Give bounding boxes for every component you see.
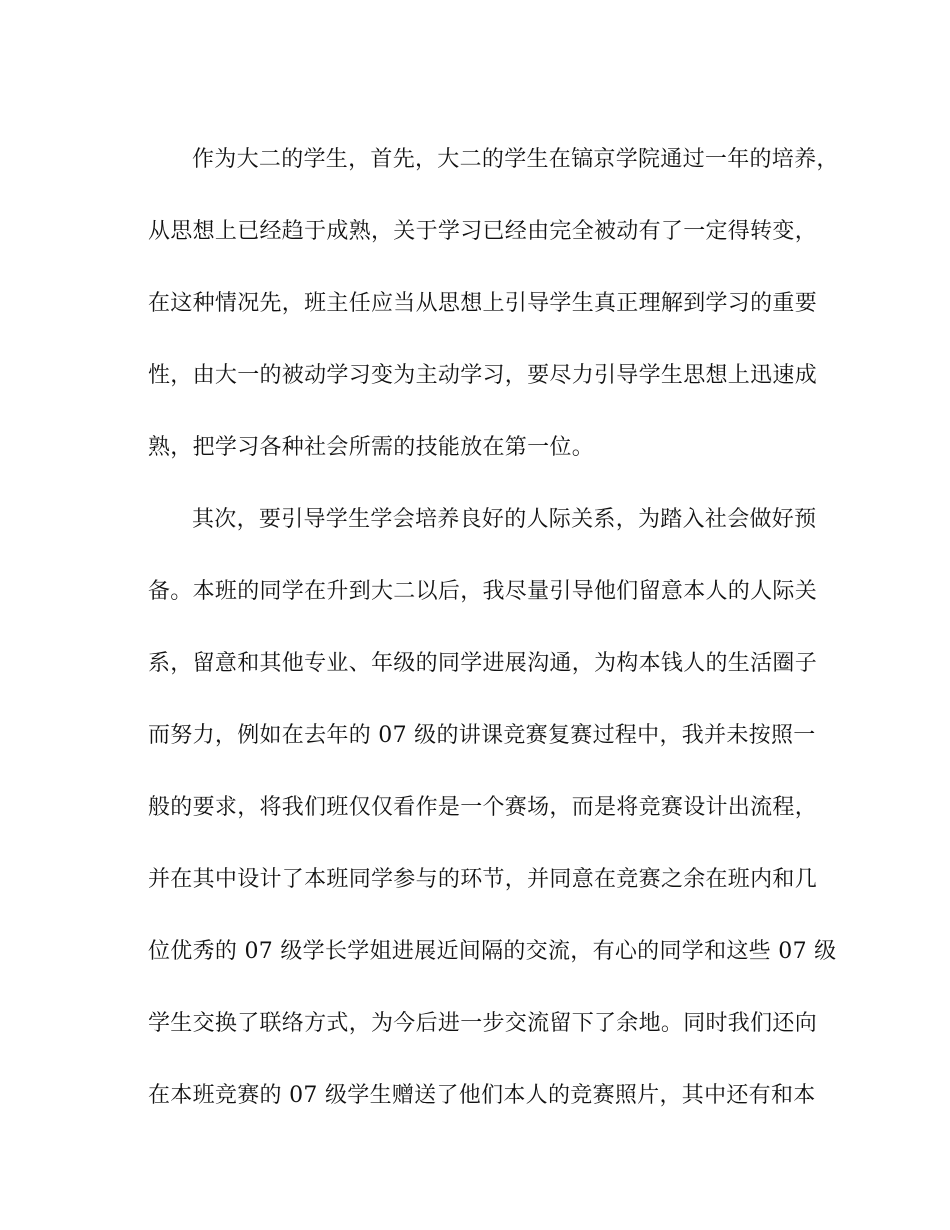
- text-line: 般的要求，将我们班仅仅看作是一个赛场，而是将竞赛设计出流程，: [148, 795, 818, 820]
- text-line: 在这种情况先，班主任应当从思想上引导学生真正理解到学习的重要: [148, 291, 818, 316]
- text-line: 在本班竞赛的 07 级学生赠送了他们本人的竞赛照片，其中还有和本: [148, 1083, 816, 1108]
- text-line: 学生交换了联络方式，为今后进一步交流留下了余地。同时我们还向: [148, 1011, 818, 1036]
- text-line: 系，留意和其他专业、年级的同学进展沟通，为构本钱人的生活圈子: [148, 651, 818, 676]
- text-line: 位优秀的 07 级学长学姐进展近间隔的交流，有心的同学和这些 07 级: [148, 939, 837, 964]
- text-line: 性，由大一的被动学习变为主动学习，要尽力引导学生思想上迅速成: [148, 363, 818, 388]
- text-line: 作为大二的学生，首先，大二的学生在镐京学院通过一年的培养，: [192, 147, 839, 172]
- text-line: 其次，要引导学生学会培养良好的人际关系，为踏入社会做好预: [192, 507, 817, 532]
- text-line: 熟，把学习各种社会所需的技能放在第一位。: [148, 435, 595, 460]
- text-line: 并在其中设计了本班同学参与的环节，并同意在竞赛之余在班内和几: [148, 867, 818, 892]
- text-line: 而努力，例如在去年的 07 级的讲课竞赛复赛过程中，我并未按照一: [148, 723, 816, 748]
- text-line: 备。本班的同学在升到大二以后，我尽量引导他们留意本人的人际关: [148, 579, 818, 604]
- text-line: 从思想上已经趋于成熟，关于学习已经由完全被动有了一定得转变，: [148, 219, 818, 244]
- document-body: [148, 124, 839, 1132]
